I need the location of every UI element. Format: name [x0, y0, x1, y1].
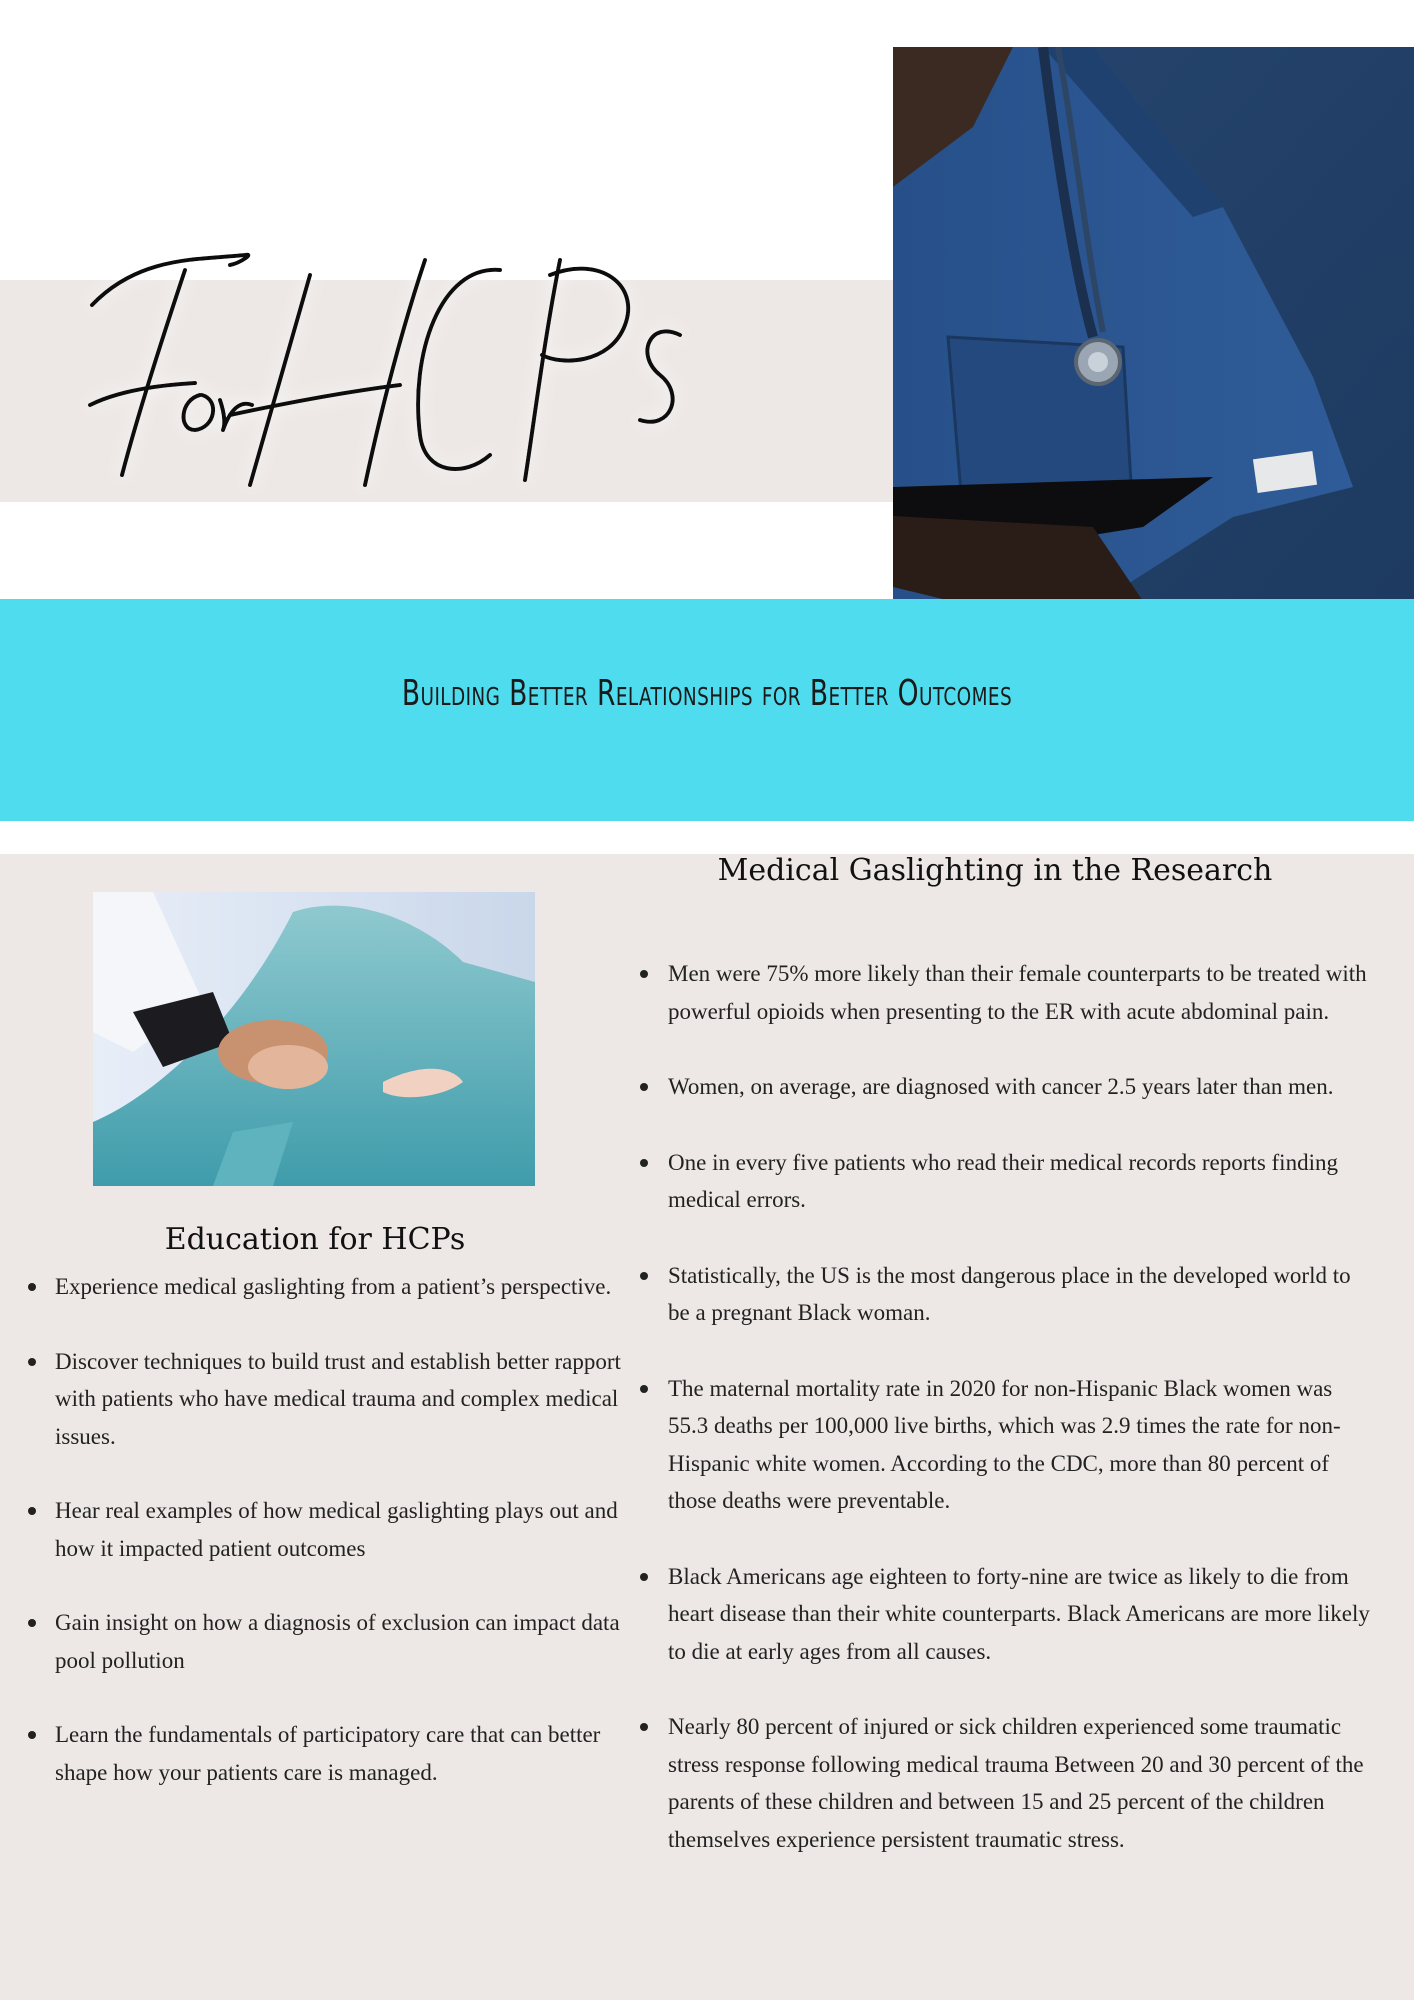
research-item: The maternal mortality rate in 2020 for non-Hispanic Black women was 55.3 deaths per 100,000 live births, which was 2.9 times the rate for non-Hispanic white women. According to the CDC, more than 80 percent of those deaths were preventable.: [637, 1370, 1377, 1520]
education-item: Learn the fundamentals of participatory care that can better shape how your patients care is managed.: [25, 1716, 625, 1791]
hands-photo: [93, 892, 535, 1186]
research-item: Black Americans age eighteen to forty-nine are twice as likely to die from heart disease than their white counterparts. Black Americans are more likely to die at early ages from all causes.: [637, 1558, 1377, 1671]
nurse-photo: [893, 47, 1414, 616]
nurse-scrubs-stethoscope-image: [893, 47, 1414, 616]
research-item: One in every five patients who read their medical records reports finding medical errors.: [637, 1144, 1377, 1219]
education-item: Hear real examples of how medical gaslighting plays out and how it impacted patient outcomes: [25, 1492, 625, 1567]
education-item: Experience medical gaslighting from a patient’s perspective.: [25, 1268, 625, 1306]
research-item: Women, on average, are diagnosed with cancer 2.5 years later than men.: [637, 1068, 1377, 1106]
research-item: Statistically, the US is the most dangerous place in the developed world to be a pregnant Black woman.: [637, 1257, 1377, 1332]
education-list: [25, 1268, 625, 1828]
education-heading: Education for HCPs: [164, 1222, 466, 1257]
script-lettering-graphic: [80, 215, 780, 515]
education-item: Gain insight on how a diagnosis of exclusion can impact data pool pollution: [25, 1604, 625, 1679]
tagline: Building Better Relationships for Better Outcomes: [401, 673, 1013, 714]
research-item: Men were 75% more likely than their female counterparts to be treated with powerful opioids when presenting to the ER with acute abdominal pain.: [637, 955, 1377, 1030]
research-heading: Medical Gaslighting in the Research: [717, 853, 1273, 888]
holding-patient-hand-image: [93, 892, 535, 1186]
script-title-logo: [80, 215, 780, 515]
research-list: [637, 955, 1377, 1896]
research-item: Nearly 80 percent of injured or sick children experienced some traumatic stress response following medical trauma Between 20 and 30 percent of the parents of these children and between 15 and 25 percent of the children themselves experience persistent traumatic stress.: [637, 1708, 1377, 1858]
education-item: Discover techniques to build trust and establish better rapport with patients who have medical trauma and complex medical issues.: [25, 1343, 625, 1456]
